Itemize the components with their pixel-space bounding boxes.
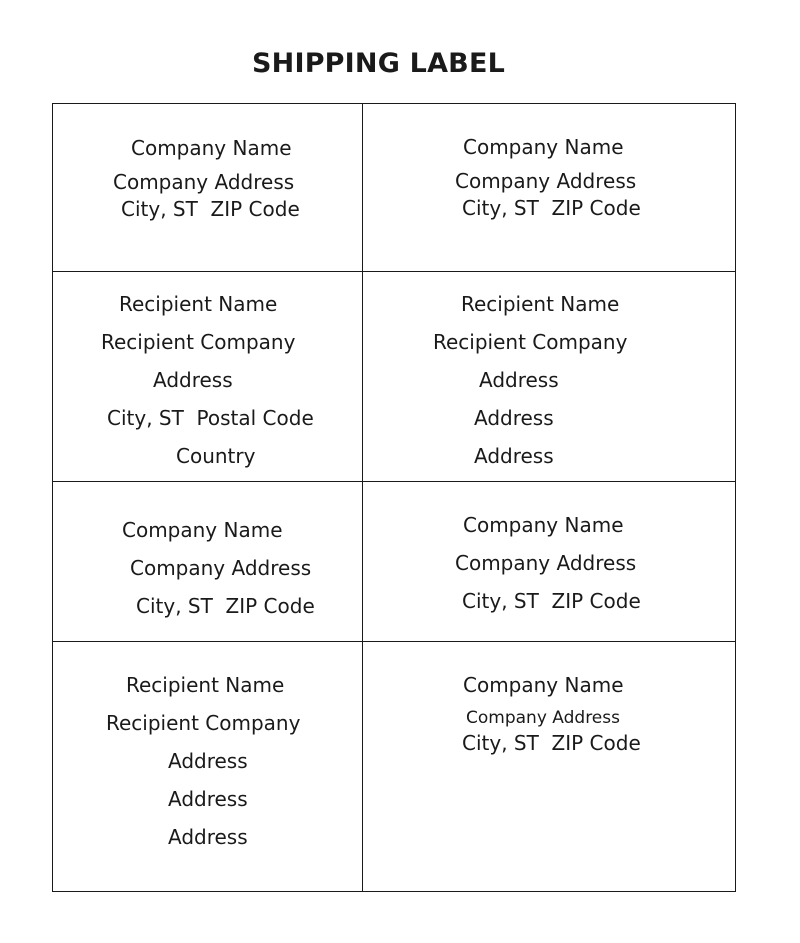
sender-city-state-zip: City, ST ZIP Code xyxy=(136,594,315,618)
recipient-address: Address xyxy=(479,368,559,392)
column-divider xyxy=(362,104,363,891)
recipient-company: Recipient Company xyxy=(106,711,301,735)
sender-company-name: Company Name xyxy=(463,135,624,159)
recipient-address: Address xyxy=(474,444,554,468)
recipient-name: Recipient Name xyxy=(119,292,278,316)
recipient-company: Recipient Company xyxy=(433,330,628,354)
sender-company-address: Company Address xyxy=(455,169,637,193)
recipient-address: Address xyxy=(153,368,233,392)
sender-city-state-zip: City, ST ZIP Code xyxy=(462,196,641,220)
label-grid xyxy=(52,103,736,892)
recipient-city-state-postal: City, ST Postal Code xyxy=(107,406,314,430)
row-divider-1 xyxy=(53,271,735,272)
sender-company-address: Company Address xyxy=(455,551,637,575)
row-divider-2 xyxy=(53,481,735,482)
sender-company-name: Company Name xyxy=(122,518,283,542)
recipient-address: Address xyxy=(168,749,248,773)
sender-company-name: Company Name xyxy=(131,136,292,160)
sender-city-state-zip: City, ST ZIP Code xyxy=(121,197,300,221)
row-divider-3 xyxy=(53,641,735,642)
recipient-address: Address xyxy=(168,787,248,811)
recipient-country: Country xyxy=(176,444,256,468)
recipient-address: Address xyxy=(168,825,248,849)
page-title: SHIPPING LABEL xyxy=(252,48,505,79)
recipient-name: Recipient Name xyxy=(126,673,285,697)
recipient-name: Recipient Name xyxy=(461,292,620,316)
recipient-address: Address xyxy=(474,406,554,430)
sender-company-name: Company Name xyxy=(463,513,624,537)
sender-company-address: Company Address xyxy=(113,170,295,194)
sender-company-address: Company Address xyxy=(466,708,620,728)
recipient-company: Recipient Company xyxy=(101,330,296,354)
sender-city-state-zip: City, ST ZIP Code xyxy=(462,731,641,755)
sender-city-state-zip: City, ST ZIP Code xyxy=(462,589,641,613)
sender-company-name: Company Name xyxy=(463,673,624,697)
sender-company-address: Company Address xyxy=(130,556,312,580)
